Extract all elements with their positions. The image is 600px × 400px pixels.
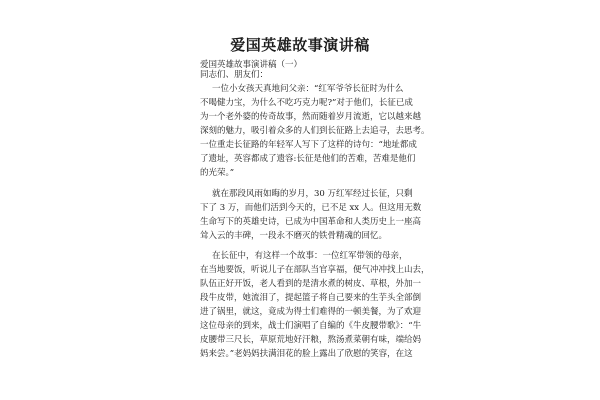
body-line: 为一个老外婆的传奇故事，然而随着岁月流逝，它以越来越 [200,112,422,122]
body-line: 进了锅里，就这，竟成为得士们难得的一顿美餐，为了欢迎 [200,307,422,317]
body-line: 在长征中，有这样一个故事：一位红军带领的母亲， [212,251,408,261]
document-subtitle: 爱国英雄故事演讲稿（一） [200,60,303,70]
body-line: 这位母亲的到来，战士们演唱了自编的《牛皮腰带歌》：“牛 [200,321,422,331]
body-line: 就在那段风雨如晦的岁月，30 万红军经过长征，只剩 [212,189,413,199]
body-line: 在当地要饭，听说儿子在部队当官享福，便气冲冲找上山去， [200,265,430,275]
body-line: 一位重走长征路的年轻军人写下了这样的诗句：“地址都成 [200,140,417,150]
salutation: 同志们、朋友们： [200,70,269,80]
body-line: 了遗址，英容都成了遗容:长征是他们的苦难，苦难是他们 [200,154,416,164]
body-line: 妈来尝。”老妈妈扶满泪花的脸上露出了欣慰的笑容，在这 [200,349,413,359]
document-title: 爱国英雄故事演讲稿 [230,36,370,54]
body-line: 一位小女孩天真地问父亲：“红军爷爷长征时为什么 [212,84,404,94]
body-line: 生命写下的英雄史诗，已成为中国革命和人类历史上一座高 [200,217,422,227]
body-line: 不喝健力宝，为什么不吃巧克力呢?”对于他们，长征已成 [200,98,413,108]
body-line: 下了 3 万，而他们活到今天的，已不足 xx 人。但这用无数 [200,203,422,213]
body-line: 的光荣。” [200,168,235,178]
body-line: 队伍正好开饭，老人看到的是清水煮的树皮、草根，外加一 [200,279,422,289]
body-line: 段牛皮带，她流泪了，提起篮子将自己要来的生芋头全部倒 [200,293,422,303]
body-line: 皮腰带三尺长，草原荒地好汗粮，熬汤煮菜朝有味，端给妈 [200,335,422,345]
body-line: 耸入云的丰碑，一段永不磨灭的铁骨精魂的回忆。 [200,231,388,241]
body-line: 深刻的魅力，吸引着众多的人们到长征路上去追寻，去思考。 [200,126,430,136]
